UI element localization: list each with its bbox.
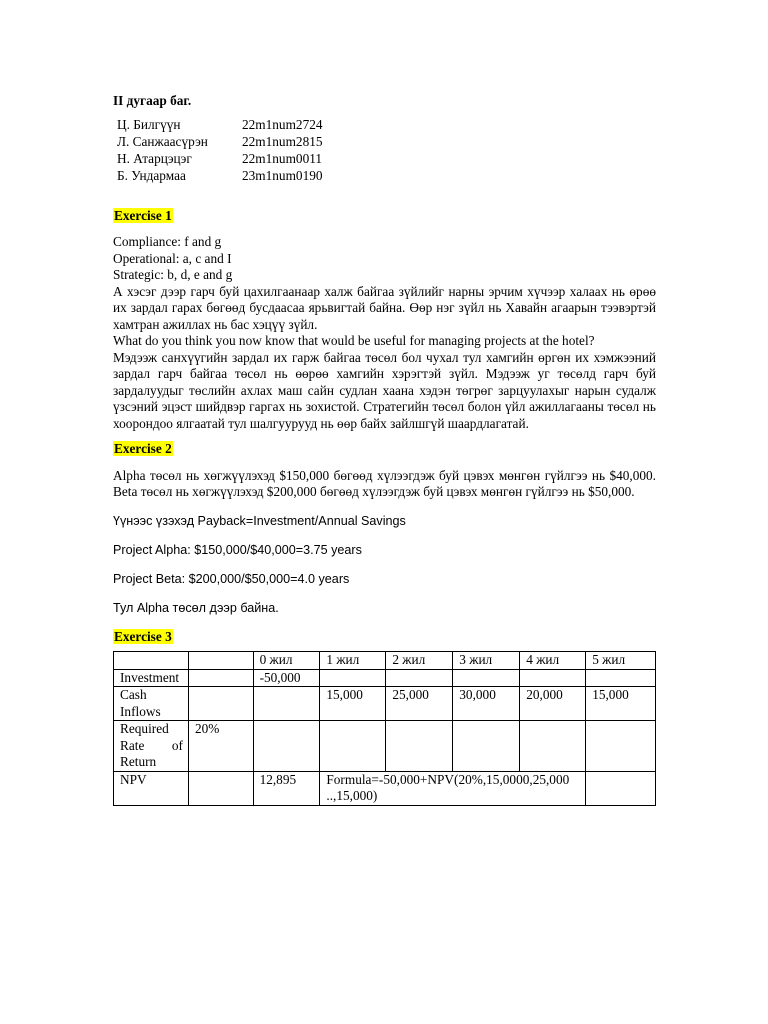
cash-inflows-row <box>114 687 656 721</box>
required-rate-label <box>114 721 189 772</box>
member-name: Н. Атарцэцэг <box>117 150 192 166</box>
member-row <box>117 167 343 184</box>
table-cell <box>253 721 320 772</box>
project-alpha-line: Project Alpha: $150,000/$40,000=3.75 years <box>113 542 362 557</box>
year-1-header: 1 жил <box>320 652 386 670</box>
exercise-3-heading: Exercise 3 <box>114 628 172 644</box>
cash-inflow-year-4: 20,000 <box>520 687 586 721</box>
exercise-1-classification <box>113 234 656 284</box>
cash-inflow-year-3: 30,000 <box>453 687 520 721</box>
table-cell <box>453 669 520 687</box>
table-cell <box>520 669 586 687</box>
table-cell <box>386 721 453 772</box>
cash-label-line-2: Inflows <box>120 703 161 719</box>
table-cell <box>188 652 253 670</box>
year-4-header: 4 жил <box>520 652 586 670</box>
year-3-header: 3 жил <box>453 652 520 670</box>
project-beta-line: Project Beta: $200,000/$50,000=4.0 years <box>113 571 350 586</box>
table-cell <box>520 721 586 772</box>
operational-line: Operational: a, c and I <box>113 250 232 266</box>
table-cell <box>386 669 453 687</box>
investment-label: Investment <box>114 669 189 687</box>
team-members-list <box>117 116 343 184</box>
exercise-2-conclusion: Тул Alpha төсөл дээр байна. <box>113 600 279 615</box>
strategic-line: Strategic: b, d, e and g <box>113 267 233 282</box>
cash-inflows-label <box>114 687 189 721</box>
member-row <box>117 150 343 167</box>
member-id: 22m1num2724 <box>242 116 323 132</box>
npv-formula-line-2: ..,15,000) <box>326 788 378 803</box>
npv-table <box>113 651 656 806</box>
table-cell <box>253 687 320 721</box>
cash-inflow-year-5: 15,000 <box>586 687 656 721</box>
rr-label-line-1: Required <box>120 721 169 736</box>
npv-label: NPV <box>114 771 189 805</box>
table-cell <box>188 669 253 687</box>
table-header-row <box>114 652 656 670</box>
member-id: 22m1num0011 <box>242 150 323 166</box>
document-page <box>113 93 656 806</box>
npv-formula <box>320 771 586 805</box>
exercise-1-question: What do you think you now know that would be useful for managing projects at the hotel? <box>113 333 595 348</box>
npv-row <box>114 771 656 805</box>
rr-label-line-2: Rate of <box>120 737 183 753</box>
exercise-2-heading: Exercise 2 <box>114 441 172 456</box>
compliance-line: Compliance: f and g <box>113 234 222 249</box>
exercise-1-paragraph-2: Мэдээж санхүүгийн зардал их гарж байгаа төсөл бол чухал тул хамгийн өргөн их хэмжээний зардал гарч байгаа төсөл нь өөрөө хамгийн хэрэгтэй зүйл. Мэдээж уг төсөлд гарч буй зардалуудыг төслийн ахлах маш сайн судлан хаана хэдэн төгрөг зарцуулахыг нарын судалж үзсэний эцэст шийдвэр гаргах нь зохистой. Стратегийн төсөл болон үйл ажиллагааны төсөл нь хоорондоо ялгаатай тул шалгуурууд нь өөр байх зайлшгүй шаардлагатай. <box>113 349 656 431</box>
member-id: 22m1num2815 <box>242 133 323 149</box>
team-title: II дугаар баг. <box>113 93 192 108</box>
exercise-1-heading: Exercise 1 <box>114 207 172 223</box>
npv-formula-line-1: Formula=-50,000+NPV(20%,15,0000,25,000 <box>326 771 570 787</box>
table-cell <box>114 652 189 670</box>
year-0-header: 0 жил <box>253 652 320 670</box>
table-cell <box>586 669 656 687</box>
npv-value: 12,895 <box>253 771 320 805</box>
table-cell <box>586 771 656 805</box>
table-cell <box>188 771 253 805</box>
table-cell <box>188 687 253 721</box>
required-rate-row <box>114 721 656 772</box>
member-name: Ц. Билгүүн <box>117 116 181 132</box>
member-name: Б. Ундармаа <box>117 167 186 183</box>
exercise-2-paragraph: Alpha төсөл нь хөгжүүлэхэд $150,000 бөгөөд хүлээгдэж буй цэвэх мөнгөн гүйлгээ нь $40,000. Beta төсөл нь хөгжүүлэхэд $200,000 бөгөөд хүлээгдэж буй цэвэх мөнгөн гүйлгээ нь $50,000. <box>113 467 656 499</box>
exercise-1-paragraph-1: А хэсэг дээр гарч буй цахилгаанаар халж байгаа зүйлийг нарны эрчим хүчээр халаах нь өрөө их зардал гарах бөгөөд бусдаасаа ярьвигтай байна. Өөр нэг зүйл нь Хавайн агаарын тээвэртэй хамтран ажиллах нь бас хэцүү зүйл. <box>113 283 656 332</box>
year-2-header: 2 жил <box>386 652 453 670</box>
table-cell <box>586 721 656 772</box>
cash-label-line-1: Cash <box>120 687 147 702</box>
investment-year-0: -50,000 <box>253 669 320 687</box>
table-cell <box>320 669 386 687</box>
member-row <box>117 133 343 150</box>
payback-formula: Үүнээс үзэхэд Payback=Investment/Annual Savings <box>113 513 406 528</box>
member-name: Л. Санжаасүрэн <box>117 133 208 149</box>
cash-inflow-year-2: 25,000 <box>386 687 453 721</box>
member-row <box>117 116 343 133</box>
rr-label-line-3: Return <box>120 754 157 769</box>
cash-inflow-year-1: 15,000 <box>320 687 386 721</box>
required-rate-value: 20% <box>188 721 253 772</box>
investment-row <box>114 669 656 687</box>
member-id: 23m1num0190 <box>242 167 323 183</box>
year-5-header: 5 жил <box>586 652 656 670</box>
table-cell <box>453 721 520 772</box>
table-cell <box>320 721 386 772</box>
